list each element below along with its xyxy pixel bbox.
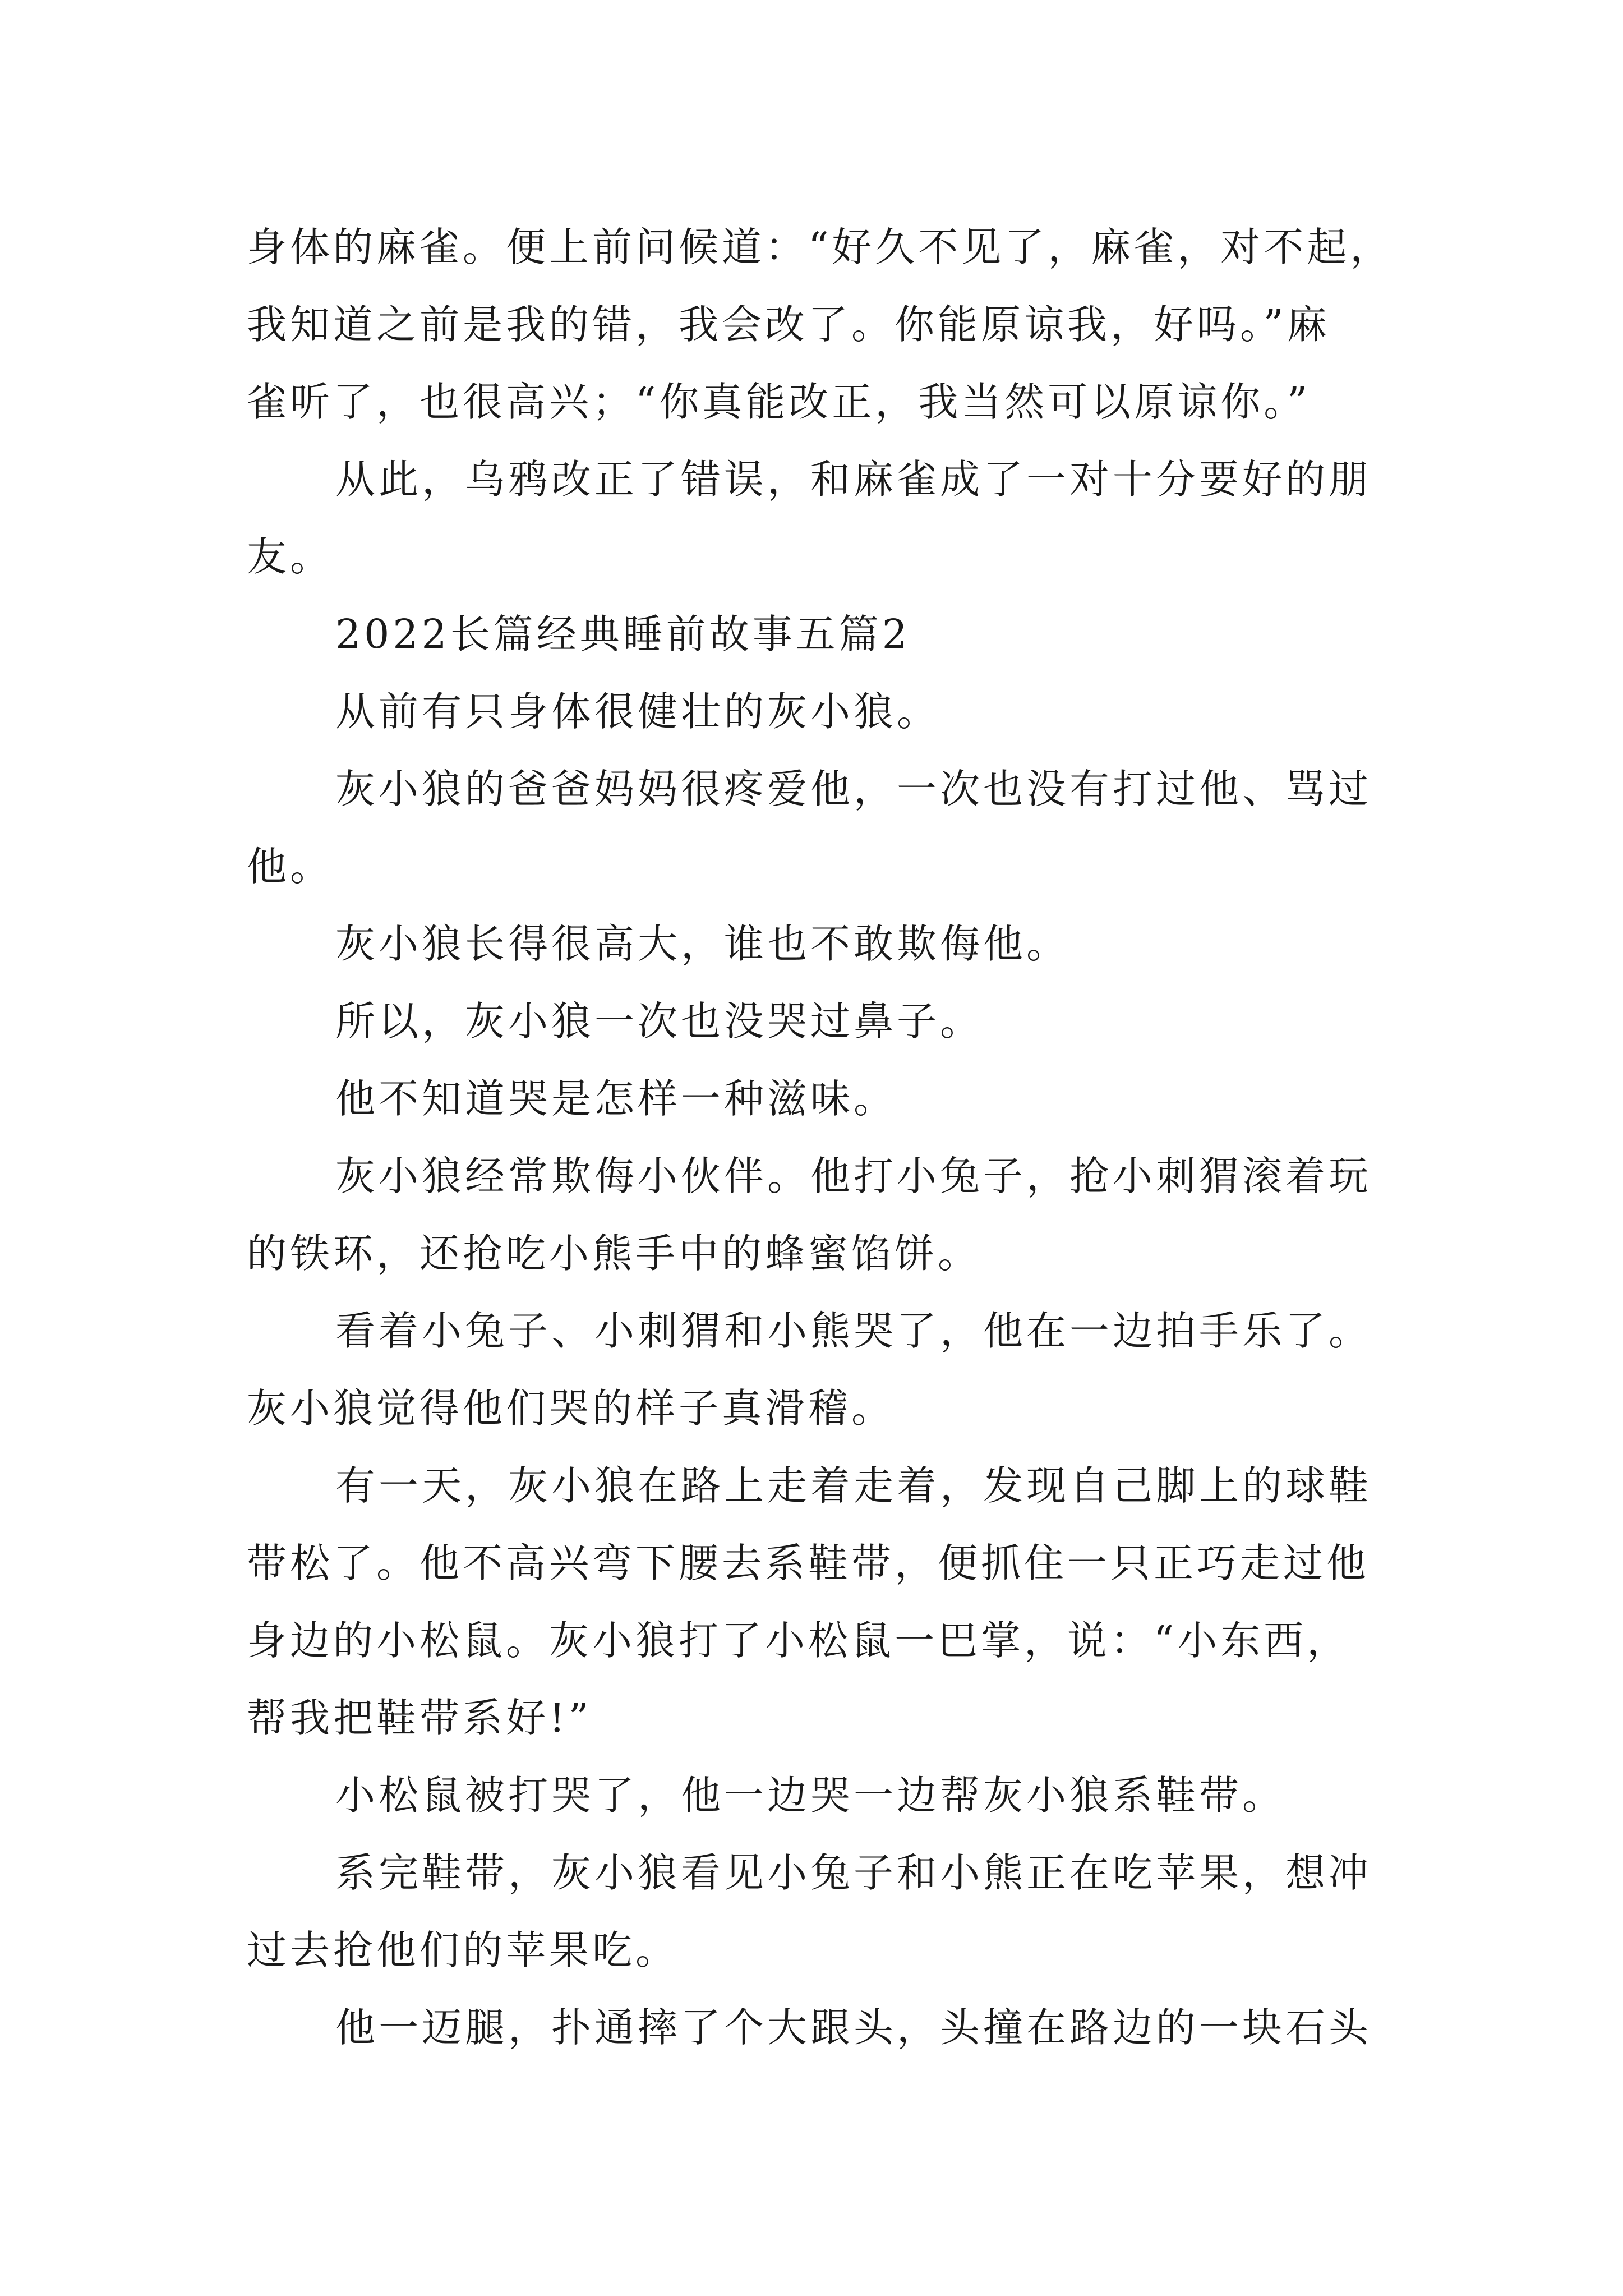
text-line: 帮我把鞋带系好!” <box>247 1695 592 1741</box>
text-line: 看着小兔子、小刺猬和小熊哭了，他在一边拍手乐了。 <box>335 1308 1372 1354</box>
text-line: 从此，乌鸦改正了错误，和麻雀成了一对十分要好的朋 <box>335 456 1372 503</box>
text-line: 身体的麻雀。便上前问候道：“好久不见了，麻雀，对不起， <box>247 224 1394 270</box>
section-heading: 2022长篇经典睡前故事五篇2 <box>335 611 911 657</box>
text-line: 的铁环，还抢吃小熊手中的蜂蜜馅饼。 <box>247 1230 981 1277</box>
text-line: 小松鼠被打哭了，他一边哭一边帮灰小狼系鞋带。 <box>335 1772 1286 1819</box>
text-line: 从前有只身体很健壮的灰小狼。 <box>335 688 940 735</box>
text-line: 灰小狼觉得他们哭的样子真滑稽。 <box>247 1385 895 1432</box>
text-line: 灰小狼长得很高大，谁也不敢欺侮他。 <box>335 921 1070 967</box>
text-line: 友。 <box>247 533 334 580</box>
text-line: 他。 <box>247 843 334 890</box>
text-line: 所以，灰小狼一次也没哭过鼻子。 <box>335 998 984 1045</box>
text-line: 他不知道哭是怎样一种滋味。 <box>335 1075 897 1122</box>
text-line: 我知道之前是我的错，我会改了。你能原谅我，好吗。”麻 <box>247 301 1330 348</box>
text-line: 系完鞋带，灰小狼看见小兔子和小熊正在吃苹果，想冲 <box>335 1849 1372 1896</box>
text-line: 过去抢他们的苹果吃。 <box>247 1927 679 1973</box>
text-line: 带松了。他不高兴弯下腰去系鞋带，便抓住一只正巧走过他 <box>247 1540 1370 1586</box>
text-line: 雀听了，也很高兴；“你真能改正，我当然可以原谅你。” <box>247 379 1311 425</box>
text-line: 灰小狼的爸爸妈妈很疼爱他，一次也没有打过他、骂过 <box>335 766 1372 812</box>
text-line: 他一迈腿，扑通摔了个大跟头，头撞在路边的一块石头 <box>335 2004 1372 2051</box>
text-line: 身边的小松鼠。灰小狼打了小松鼠一巴掌，说：“小东西， <box>247 1617 1350 1664</box>
text-line: 有一天，灰小狼在路上走着走着，发现自己脚上的球鞋 <box>335 1462 1372 1509</box>
text-line: 灰小狼经常欺侮小伙伴。他打小兔子，抢小刺猬滚着玩 <box>335 1153 1372 1199</box>
